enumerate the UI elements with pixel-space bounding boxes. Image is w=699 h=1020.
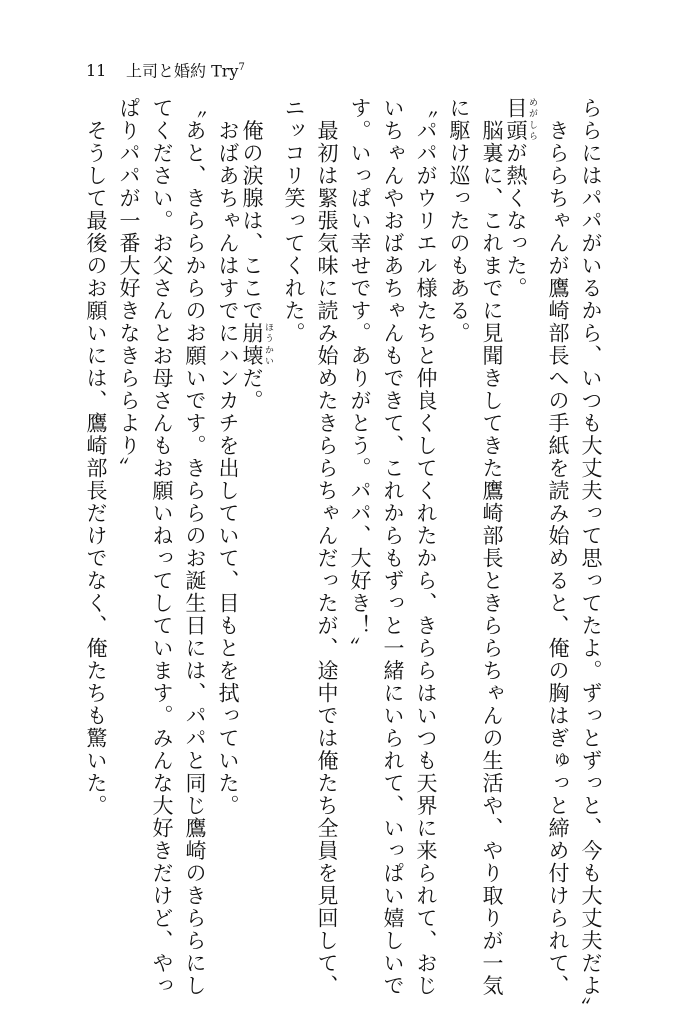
- text-line: 俺の涙腺は、ここで崩壊 ほうかいだ。: [240, 97, 273, 412]
- text-line: そうして最後のお願いには、鷹崎部長だけでなく、俺たちも驚いた。: [84, 97, 108, 817]
- text-line: 〝あと、きららからのお願いです。きららのお誕生日には、パパと同じ鷹崎のきららにし: [183, 97, 207, 997]
- book-title-volume: 7: [238, 62, 245, 73]
- text-line: おばあちゃんはすでにハンカチを出していて、目もとを拭っていた。: [216, 97, 240, 817]
- ruby-houkai: 崩壊 ほうかい: [240, 322, 273, 367]
- text-line: ららにはパパがいるから、いつも大丈夫って思ってたよ。ずっとずっと、今も大丈夫だよ〟: [579, 97, 603, 1020]
- text-line: きららちゃんが鷹崎部長への手紙を読み始めると、俺の胸はぎゅっと締め付けられて、: [546, 97, 570, 997]
- text-line: す。いっぱい幸せです。ありがとう。パパ、大好き！〟: [348, 97, 372, 660]
- text-line: てください。お父さんとお母さんもお願いねってしています。みんな大好きだけど、やっ: [150, 97, 174, 997]
- text-line: 最初は緊張気味に読み始めたきららちゃんだったが、途中では俺たち全員を見回して、: [315, 97, 339, 997]
- text-line: いちゃんやおばあちゃんもできて、これからもずっと一緒にいられて、いっぱい嬉しいで: [381, 97, 405, 997]
- ruby-megashira: 目頭 めがしら: [504, 97, 537, 142]
- text-line: ニッコリ笑ってくれた。: [282, 97, 306, 345]
- page-number: 11: [86, 61, 107, 81]
- text-line: ぱりパパが一番大好きなきららより〟: [117, 97, 141, 480]
- text-line: 目頭 めがしらが熱くなった。: [504, 97, 537, 300]
- text-line: に駆け巡ったのもある。: [447, 97, 471, 345]
- text-line: 脳裏に、これまでに見聞きしてきた鷹崎部長ときららちゃんの生活や、やり取りが一気: [480, 97, 504, 997]
- text-line: 〝パパがウリエル様たちと仲良くしてくれたから、きららはいつも天界に来られて、おじ: [414, 97, 438, 997]
- book-title: 上司と婚約 Try: [126, 61, 239, 81]
